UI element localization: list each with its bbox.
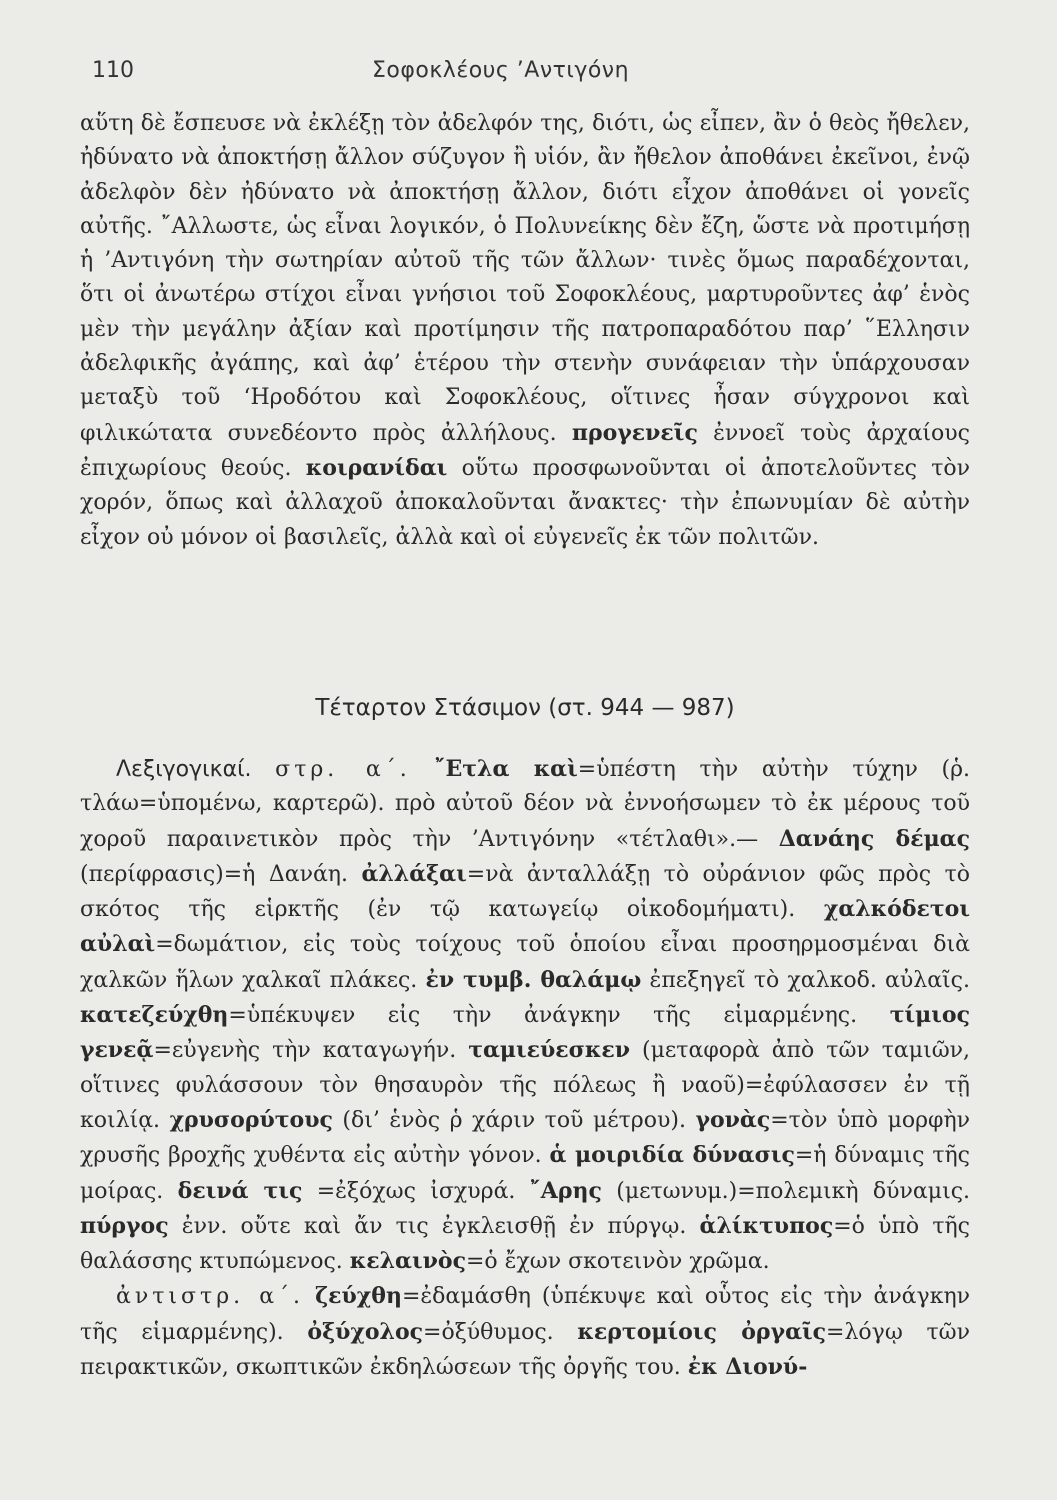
antistrophe-label: ἀντιστρ. α΄. bbox=[116, 1284, 305, 1310]
lexicon-term: ζεύχθη bbox=[315, 1283, 402, 1310]
lexicon-gloss: =ὀξύθυμος. bbox=[423, 1319, 554, 1345]
lexicon-gloss: (μεταφορὰ ἀπὸ τῶν ταμιῶν, οἵτινες φυλάσσουν τὸν θησαυρὸν τῆς πόλεως ἢ ναοῦ)=ἐφύλασσεν ἐν τῇ κοιλίᾳ. bbox=[80, 1038, 970, 1133]
lexicon-term: δεινά τις bbox=[177, 1177, 303, 1204]
lexicon-term: κατεζεύχθη bbox=[80, 1002, 229, 1029]
lexicon-gloss: =ἐδαμάσθη (ὑπέκυψε καὶ οὗτος εἰς τὴν ἀνάγκην τῆς εἱμαρμένης). bbox=[80, 1284, 970, 1345]
lexicon-gloss: =δωμάτιον, εἰς τοὺς τοίχους τοῦ ὁποίου εἶναι προσηρμοσμέναι διὰ χαλκῶν ἥλων χαλκαῖ πλάκες. bbox=[80, 932, 970, 993]
lexicon-gloss: =τὸν ὑπὸ μορφὴν χρυσῆς βροχῆς χυθέντα εἰς αὐτὴν γόνον. bbox=[80, 1107, 970, 1169]
lexicon-term: ὀξύχολος bbox=[307, 1318, 424, 1345]
lexicon-term: ἁλίκτυπος bbox=[699, 1212, 834, 1239]
text-koiranidai: οὕτω προσφωνοῦνται οἱ ἀποτελοῦντες τὸν χορόν, ὅπως καὶ ἀλλαχοῦ ἀποκαλοῦνται ἄνακτες· τὴν ἐπωνυμίαν δὲ αὐτὴν εἶχον οὐ μόνον οἱ βασιλεῖς, ἀλλὰ καὶ οἱ εὐγενεῖς ἐκ τῶν πολιτῶν. bbox=[80, 455, 970, 550]
lexicon-term: τίμιος γενεᾷ bbox=[80, 1002, 970, 1064]
lexicon-term: γονὰς bbox=[695, 1106, 771, 1133]
lexicon-gloss: =εὐγενὴς τὴν καταγωγήν. bbox=[153, 1038, 457, 1064]
strophe-label: στρ. α΄. bbox=[275, 757, 411, 782]
lexicon-term: ἁ μοιριδία δύνασις bbox=[549, 1142, 795, 1169]
lexicon-term: ἐν τυμβ. θαλάμῳ bbox=[425, 966, 642, 993]
section-heading: Τέταρτον Στάσιμον (στ. 944 — 987) bbox=[315, 695, 735, 721]
lexicon-term: κελαινὸς bbox=[349, 1248, 466, 1275]
lexicon-paragraph bbox=[80, 752, 970, 1385]
lexicon-term: ἐκ Διονύ- bbox=[687, 1354, 808, 1381]
lexicon-term: χαλκόδετοι αὐλαὶ bbox=[80, 896, 971, 958]
lexicon-gloss: =ὑπέστη τὴν αὐτὴν τύχην (ῥ. τλάω=ὑπομένω, καρτερῶ). πρὸ αὐτοῦ δέον νὰ ἐννοήσωμεν τὸ ἐκ μέρους τοῦ χοροῦ παραινετικὸν πρὸς τὴν ’Αντιγόνην «τέτλαθι».— bbox=[80, 757, 971, 852]
lexicon-gloss: =ὑπέκυψεν εἰς τὴν ἀνάγκην τῆς εἱμαρμένης. bbox=[228, 1003, 858, 1029]
term-progeneis: προγενεῖς bbox=[571, 419, 698, 446]
lexicon-gloss: (περίφρασις)=ἡ Δανάη. bbox=[80, 861, 348, 887]
lexicon-term: χρυσορύτους bbox=[169, 1106, 333, 1133]
lexicon-gloss: =ὁ ὑπὸ τῆς θαλάσσης κτυπώμενος. bbox=[80, 1213, 970, 1275]
page-number: 110 bbox=[92, 58, 134, 83]
lexicon-gloss: (μετωνυμ.)=πολεμικὴ δύναμις. bbox=[616, 1178, 971, 1204]
lexicon-gloss: =ἡ δύναμις τῆς μοίρας. bbox=[80, 1143, 970, 1204]
lexicon-term: ἀλλάξαι bbox=[361, 860, 467, 887]
lexicon-term: Δανάης δέμας bbox=[778, 825, 970, 852]
intro-text: αὕτη δὲ ἔσπευσε νὰ ἐκλέξῃ τὸν ἀδελφόν της, διότι, ὡς εἶπεν, ἂν ὁ θεὸς ἤθελεν, ἠδύνατο νὰ ἀποκτήσῃ ἄλλον σύζυγον ἢ υἱόν, ἂν ἤθελον ἀποθάνει ἐκεῖνοι, ἐνῷ ἀδελφὸν δὲν ἠδύνατο νὰ ἀποκτήσῃ ἄλλον, διότι εἶχον ἀποθάνει οἱ γονεῖς αὐτῆς. ῎Αλλωστε, ὡς εἶναι λογικόν, ὁ Πολυνείκης δὲν ἔζη, ὥστε νὰ προτιμήσῃ ἡ ’Αντιγόνη τὴν σωτηρίαν αὐτοῦ τῆς τῶν ἄλλων· τινὲς ὅμως παραδέχονται, ὅτι οἱ ἀνωτέρω στίχοι εἶναι γνήσιοι τοῦ Σοφοκλέους, μαρτυροῦντες ἀφ’ ἑνὸς μὲν τὴν μεγάλην ἀξίαν καὶ προτίμησιν τῆς πατροπαραδότου παρ’ ῞Ελλησιν ἀδελφικῆς ἀγάπης, καὶ ἀφ’ ἑτέρου τὴν στενὴν συνάφειαν τὴν ὑπάρχουσαν μεταξὺ τοῦ ‘Ηροδότου καὶ Σοφοκλέους, οἵτινες ἦσαν σύγχρονοι καὶ φιλικώτατα συνεδέοντο πρὸς ἀλλήλους. bbox=[80, 111, 970, 446]
lexicon-gloss: =νὰ ἀνταλλάξῃ τὸ οὐράνιον φῶς πρὸς τὸ σκότος τῆς εἱρκτῆς (ἐν τῷ κατωγείῳ οἰκοδομήματι). bbox=[80, 861, 970, 923]
text-progeneis: ἐννοεῖ τοὺς ἀρχαίους ἐπιχωρίους θεούς. bbox=[80, 420, 971, 481]
commentary-paragraph bbox=[80, 107, 970, 555]
page-header bbox=[92, 58, 972, 94]
lexicon-gloss: =ὁ ἔχων σκοτεινὸν χρῶμα. bbox=[465, 1249, 770, 1275]
lexicon-label: Λεξιγογικαί. bbox=[116, 757, 252, 782]
lexicon-term: κερτομίοις ὀργαῖς bbox=[577, 1318, 827, 1345]
lexicon-term: πύργος bbox=[80, 1212, 169, 1239]
lexicon-term: ῎Αρης bbox=[529, 1177, 602, 1204]
lexicon-gloss: ἐπεξηγεῖ τὸ χαλκοδ. αὐλαῖς. bbox=[649, 967, 970, 993]
lexicon-term: ῎Ετλα καὶ bbox=[434, 756, 578, 782]
lexicon-gloss: =ἐξόχως ἰσχυρά. bbox=[316, 1178, 516, 1204]
lexicon-gloss: =λόγῳ τῶν πειρακτικῶν, σκωπτικῶν ἐκδηλώσεων τῆς ὀργῆς του. bbox=[80, 1319, 970, 1381]
term-koiranidai: κοιρανίδαι bbox=[305, 454, 448, 481]
lexicon-gloss: ἐνν. οὔτε καὶ ἄν τις ἐγκλεισθῇ ἐν πύργῳ. bbox=[181, 1213, 687, 1239]
lexicon-gloss: (δι’ ἑνὸς ῥ χάριν τοῦ μέτρου). bbox=[342, 1107, 686, 1133]
lexicon-term: ταμιεύεσκεν bbox=[468, 1037, 631, 1064]
running-title: Σοφοκλέους ’Αντιγόνη bbox=[372, 58, 630, 83]
